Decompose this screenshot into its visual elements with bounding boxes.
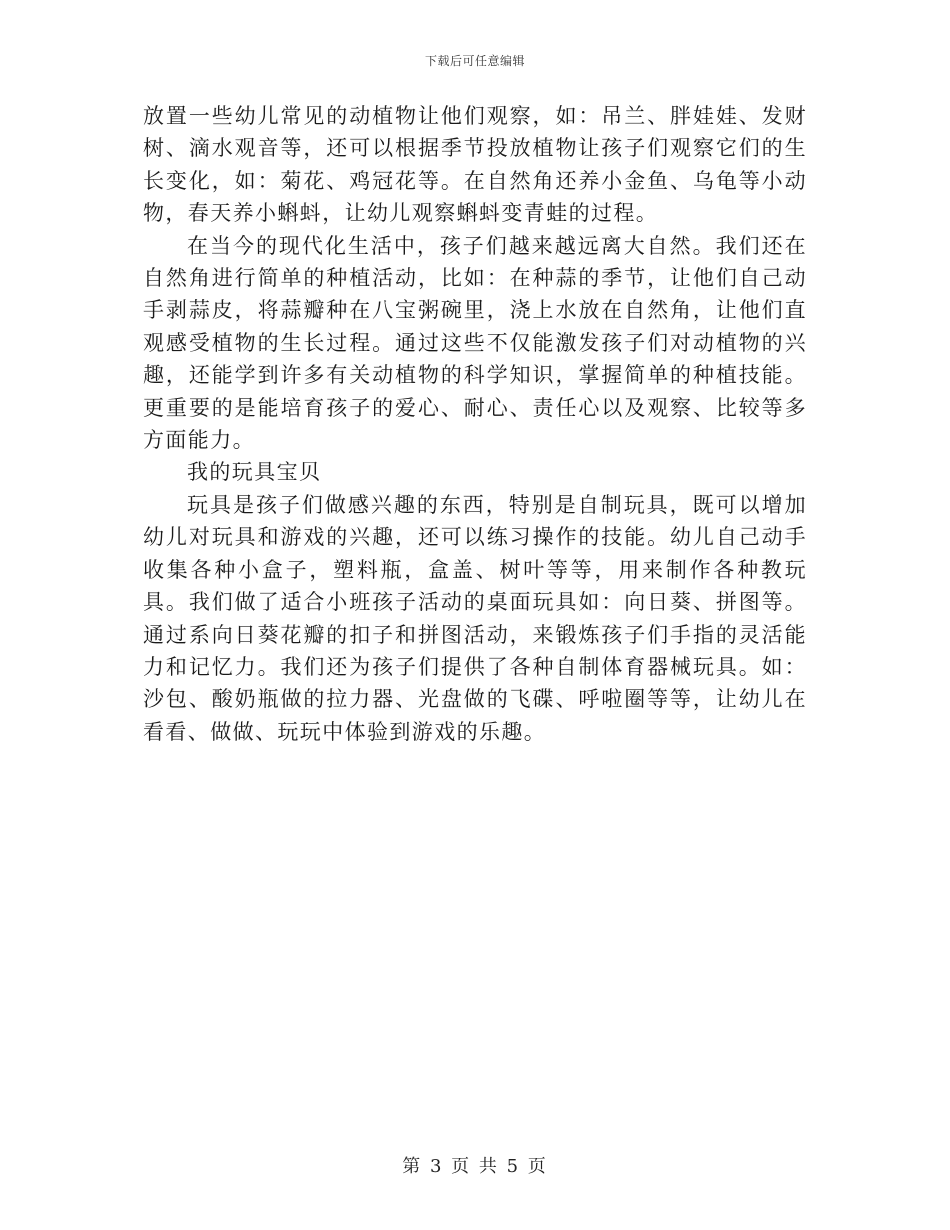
paragraph-planting-activity: 在当今的现代化生活中，孩子们越来越远离大自然。我们还在自然角进行简单的种植活动，比如：在种蒜的季节，让他们自己动手剥蒜皮，将蒜瓣种在八宝粥碗里，浇上水放在自然角，让他们直观感受植物的生长过程。通过这些不仅能激发孩子们对动植物的兴趣，还能学到许多有关动植物的科学知识，掌握简单的种植技能。更重要的是能培育孩子的爱心、耐心、责任心以及观察、比较等多方面能力。 [143, 233, 807, 453]
header-note: 下载后可任意编辑 [424, 54, 525, 68]
document-body [143, 100, 807, 748]
page-number-footer: 第 3 页 共 5 页 [402, 1156, 548, 1177]
paragraph-nature-corner-animals: 放置一些幼儿常见的动植物让他们观察，如：吊兰、胖娃娃、发财树、滴水观音等，还可以根据季节投放植物让孩子们观察它们的生长变化，如：菊花、鸡冠花等。在自然角还养小金鱼、乌龟等小动物，春天养小蝌蚪，让幼儿观察蝌蚪变青蛙的过程。 [143, 104, 807, 226]
paragraph-homemade-toys: 玩具是孩子们做感兴趣的东西，特别是自制玩具，既可以增加幼儿对玩具和游戏的兴趣，还可以练习操作的技能。幼儿自己动手收集各种小盒子，塑料瓶，盒盖、树叶等等，用来制作各种教玩具。我们做了适合小班孩子活动的桌面玩具如：向日葵、拼图等。通过系向日葵花瓣的扣子和拼图活动，来锻炼孩子们手指的灵活能力和记忆力。我们还为孩子们提供了各种自制体育器械玩具。如：沙包、酸奶瓶做的拉力器、光盘做的飞碟、呼啦圈等等，让幼儿在看看、做做、玩玩中体验到游戏的乐趣。 [143, 492, 807, 744]
section-heading-toys: 我的玩具宝贝 [187, 460, 322, 485]
